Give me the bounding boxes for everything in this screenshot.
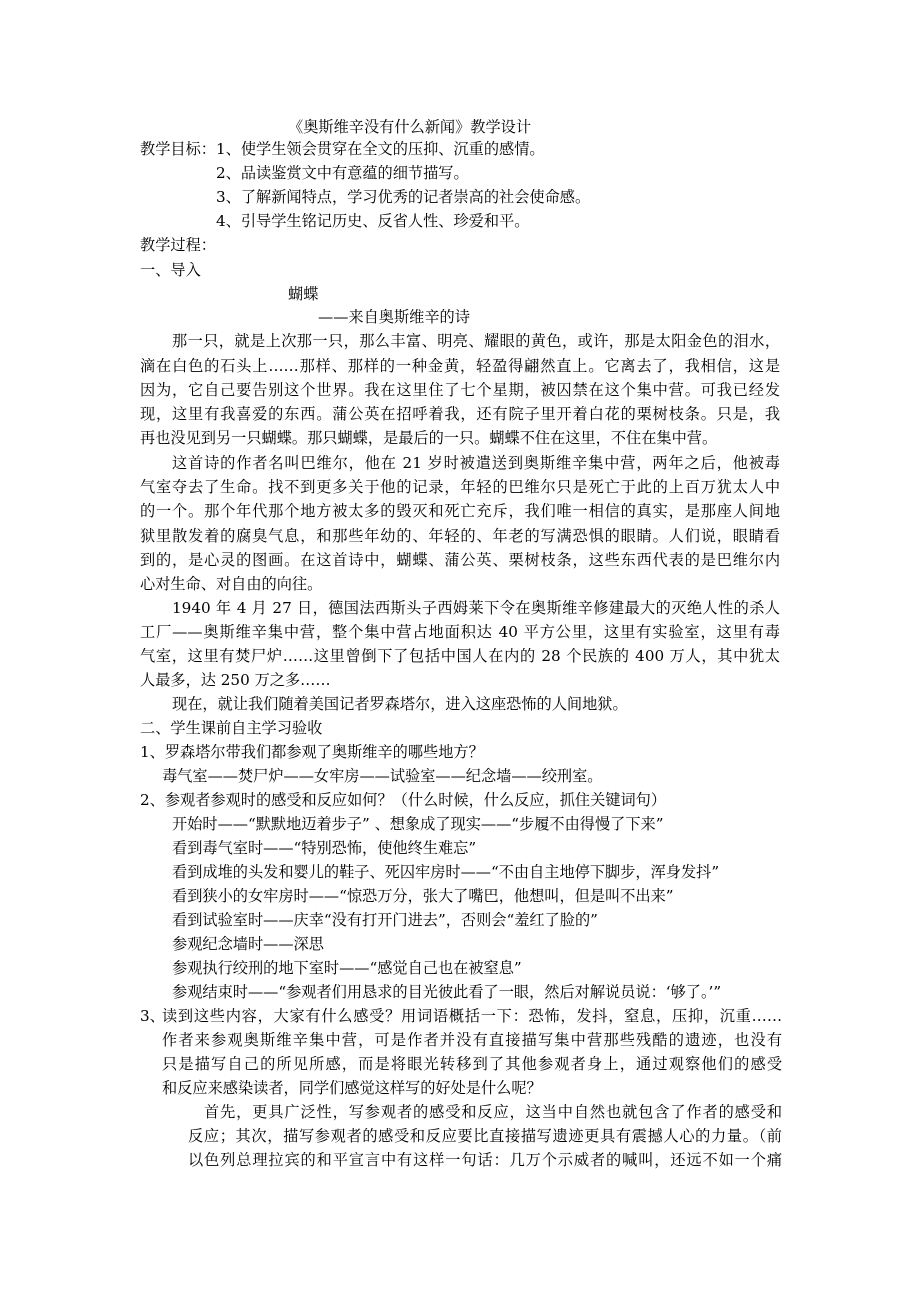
question-number: 3、 xyxy=(140,1007,165,1025)
paragraph-line: 再也没见到另一只蝴蝶。那只蝴蝶，是最后的一只。蝴蝶不住在这里，不住在集中营。 xyxy=(140,429,718,447)
answer-line: 参观结束时——“参观者们用恳求的目光彼此看了一眼，然后对解说员说：‘够了。’” xyxy=(172,983,722,1001)
process-label: 教学过程： xyxy=(140,236,216,254)
paragraph-line: 狱里散发着的腐臭气息，和那些年幼的、年轻的、年老的写满恐惧的眼睛。人们说，眼睛看 xyxy=(140,527,780,545)
answer-line: 看到狭小的女牢房时——“惊恐万分，张大了嘴巴，他想叫，但是叫不出来” xyxy=(172,887,674,905)
question-line: 读到这些内容，大家有什么感受？用词语概括一下：恐怖，发抖，窒息，压抑，沉重…… xyxy=(162,1007,782,1025)
paragraph-line: 滴在白色的石头上……那样、那样的一种金黄，轻盈得翩然直上。它离去了，我相信，这是 xyxy=(140,357,780,375)
objective-item: 1、使学生领会贯穿在全文的压抑、沉重的感情。 xyxy=(216,140,545,158)
paragraph-line: 心对生命、对自由的向往。 xyxy=(140,575,323,593)
answer-line: 参观执行绞刑的地下室时——“感觉自己也在被窒息” xyxy=(172,959,522,977)
answer: 毒气室——焚尸炉——女牢房——试验室——纪念墙——绞刑室。 xyxy=(162,767,603,785)
objective-item: 3、了解新闻特点，学习优秀的记者崇高的社会使命感。 xyxy=(216,188,591,206)
question-line: 只是描写自己的所见所感，而是将眼光转移到了其他参观者身上，通过观察他们的感受 xyxy=(162,1055,782,1073)
objective-item: 4、引导学生铭记历史、反省人性、珍爱和平。 xyxy=(216,212,530,230)
poem-source: ——来自奥斯维辛的诗 xyxy=(318,308,470,326)
document-title: 《奥斯维辛没有什么新闻》教学设计 xyxy=(288,118,531,136)
answer-line: 首先，更具广泛性，写参观者的感受和反应，这当中自然也就包含了作者的感受和 xyxy=(204,1103,782,1121)
answer-line: 反应；其次，描写参观者的感受和反应要比直接描写遗迹更具有震撼人心的力量。（前 xyxy=(188,1127,782,1145)
question: 2、参观者参观时的感受和反应如何？（什么时候，什么反应，抓住关键词句） xyxy=(140,791,667,809)
answer-line: 以色列总理拉宾的和平宣言中有这样一句话：几万个示威者的喊叫，还远不如一个痛 xyxy=(188,1151,782,1169)
answer-line: 看到成堆的头发和婴儿的鞋子、死囚牢房时——“不由自主地停下脚步，浑身发抖” xyxy=(172,863,720,881)
paragraph-line: 工厂——奥斯维辛集中营，整个集中营占地面积达 40 平方公里，这里有实验室，这里有毒 xyxy=(140,623,780,641)
paragraph-line: 现在，就让我们随着美国记者罗森塔尔，进入这座恐怖的人间地狱。 xyxy=(172,695,628,713)
answer-line: 看到毒气室时——“特别恐怖，使他终生难忘” xyxy=(172,839,477,857)
paragraph-line: 现，这里有我喜爱的东西。蒲公英在招呼着我，还有院子里开着白花的栗树枝条。只是，我 xyxy=(140,405,780,423)
paragraph-line: 的一个。那个年代那个地方被太多的毁灭和死亡充斥，我们唯一相信的真实，是那座人间地 xyxy=(140,502,780,520)
paragraph-line: 那一只，就是上次那一只，那么丰富、明亮、耀眼的黄色，或许，那是太阳金色的泪水， xyxy=(172,332,780,350)
question-line: 和反应来感染读者，同学们感觉这样写的好处是什么呢？ xyxy=(162,1079,542,1097)
objective-item: 2、品读鉴赏文中有意蕴的细节描写。 xyxy=(216,164,469,182)
answer-line: 开始时——“默默地迈着步子” 、想象成了现实——“步履不由得慢了下来” xyxy=(172,815,664,833)
paragraph-line: 气室，这里有焚尸炉……这里曾倒下了包括中国人在内的 28 个民族的 400 万人，其中犹太 xyxy=(140,647,780,665)
poem-title: 蝴蝶 xyxy=(288,285,319,303)
paragraph-line: 因为，它自己要告别这个世界。我在这里住了七个星期，被囚禁在这个集中营。可我已经发 xyxy=(140,381,780,399)
answer-line: 看到试验室时——庆幸“没有打开门进去”，否则会“羞红了脸的” xyxy=(172,911,598,929)
paragraph-line: 人最多，达 250 万之多…… xyxy=(140,671,331,689)
question: 1、罗森塔尔带我们都参观了奥斯维辛的哪些地方？ xyxy=(140,743,484,761)
answer-line: 参观纪念墙时——深思 xyxy=(172,935,324,953)
section-heading: 一、导入 xyxy=(140,261,201,279)
paragraph-line: 1940 年 4 月 27 日，德国法西斯头子西姆莱下令在奥斯维辛修建最大的灭绝人性的杀人 xyxy=(172,599,780,617)
objectives-label: 教学目标： xyxy=(140,140,216,158)
paragraph-line: 到的，是心灵的图画。在这首诗中，蝴蝶、蒲公英、栗树枝条，这些东西代表的是巴维尔内 xyxy=(140,551,780,569)
paragraph-line: 这首诗的作者名叫巴维尔，他在 21 岁时被遣送到奥斯维辛集中营，两年之后，他被毒 xyxy=(172,454,780,472)
question-line: 作者来参观奥斯维辛集中营，可是作者并没有直接描写集中营那些残酷的遗迹，也没有 xyxy=(162,1031,782,1049)
section-heading: 二、学生课前自主学习验收 xyxy=(140,719,323,737)
paragraph-line: 气室夺去了生命。找不到更多关于他的记录，年轻的巴维尔只是死亡于此的上百万犹太人中 xyxy=(140,478,780,496)
